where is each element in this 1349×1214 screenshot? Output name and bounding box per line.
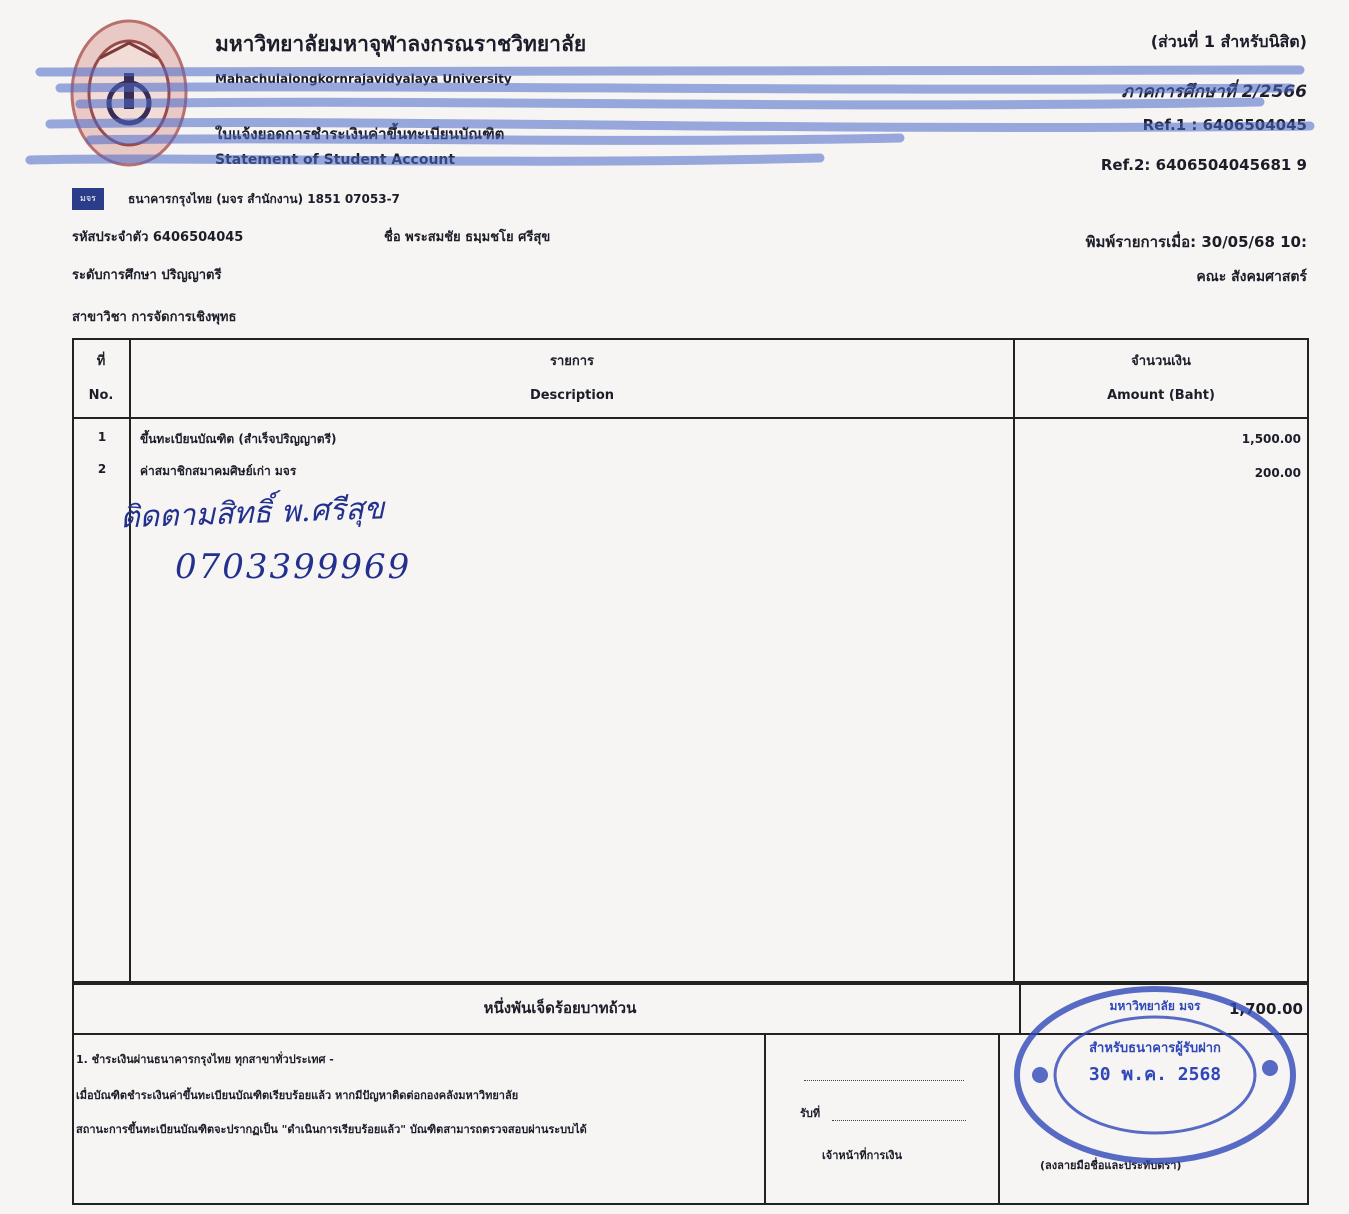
student-name: ชื่อ พระสมชัย ธมฺมชโย ศรีสุข bbox=[384, 230, 551, 245]
signature-line bbox=[804, 1080, 964, 1081]
copy-label: (ส่วนที่ 1 สำหรับนิสิต) bbox=[1150, 32, 1307, 51]
faculty: คณะ สังคมศาสตร์ bbox=[1196, 269, 1307, 285]
row-number: 1 bbox=[97, 430, 107, 444]
col-amount-thai: จำนวนเงิน bbox=[1131, 354, 1191, 369]
stamp-date: 30 พ.ค. 2568 bbox=[1088, 1064, 1222, 1085]
form-title: ใบแจ้งยอดการชำระเงินค่าขึ้นทะเบียนบัณฑิต bbox=[215, 125, 505, 143]
bank-logo: มจร bbox=[72, 188, 104, 210]
handwritten-note bbox=[120, 488, 490, 628]
payment-note-1: 1. ชำระเงินผ่านธนาคารกรุงไทย ทุกสาขาทั่วประเทศ - bbox=[76, 1053, 334, 1066]
reference-2: Ref.2: 6406504045681 9 bbox=[1100, 156, 1307, 174]
stamp-signature-label: (ลงลายมือชื่อและประทับตรา) bbox=[1040, 1159, 1182, 1172]
stamp-middle-text: สำหรับธนาคารผู้รับฝาก bbox=[1089, 1041, 1221, 1056]
handwritten-line-1: ติดตามสิทธิ์ พ.ศรีสุข bbox=[119, 491, 385, 536]
col-no-english: No. bbox=[88, 388, 114, 403]
bank-stamp bbox=[1010, 980, 1300, 1175]
stamp-top-text: มหาวิทยาลัย มจร bbox=[1109, 999, 1201, 1013]
handwritten-line-2: 0703399969 bbox=[175, 547, 412, 587]
table-divider-amount bbox=[1013, 338, 1015, 983]
col-no-thai: ที่ bbox=[96, 354, 106, 369]
row-amount: 1,500.00 bbox=[1241, 432, 1301, 446]
semester-label: ภาคการศึกษาที่ 2/2566 bbox=[1121, 82, 1307, 102]
col-amount-english: Amount (Baht) bbox=[1107, 388, 1215, 403]
footer-divider-2 bbox=[998, 1035, 1000, 1205]
printed-date: พิมพ์รายการเมื่อ: 30/05/68 10: bbox=[1085, 233, 1307, 251]
row-description: ค่าสมาชิกสมาคมศิษย์เก่า มจร bbox=[140, 464, 297, 478]
received-label: รับที่ bbox=[800, 1107, 821, 1120]
reference-1: Ref.1 : 6406504045 bbox=[1142, 116, 1307, 134]
row-description: ขึ้นทะเบียนบัณฑิต (สำเร็จปริญญาตรี) bbox=[140, 432, 337, 446]
student-id: รหัสประจำตัว 6406504045 bbox=[72, 230, 244, 245]
col-desc-english: Description bbox=[529, 388, 615, 403]
total-in-words: หนึ่งพันเจ็ดร้อยบาทถ้วน bbox=[483, 999, 637, 1017]
university-name-thai: มหาวิทยาลัยมหาจุฬาลงกรณราชวิทยาลัย bbox=[215, 32, 587, 56]
university-name-english: Mahachulalongkornrajavidyalaya University bbox=[215, 72, 512, 86]
major: สาขาวิชา การจัดการเชิงพุทธ bbox=[72, 310, 237, 325]
redaction-scribble bbox=[0, 40, 1349, 180]
table-divider-no bbox=[129, 338, 131, 983]
payment-note-3: สถานะการขึ้นทะเบียนบัณฑิตจะปรากฏเป็น "ดำเนินการเรียบร้อยแล้ว" บัณฑิตสามารถตรวจสอบผ่านระบบได้ bbox=[76, 1123, 587, 1136]
footer-divider-1 bbox=[764, 1035, 766, 1205]
table-header-rule bbox=[72, 417, 1309, 419]
total-amount: 1,700.00 bbox=[1228, 1000, 1303, 1018]
education-level: ระดับการศึกษา ปริญญาตรี bbox=[72, 268, 222, 283]
bank-account-line: ธนาคารกรุงไทย (มจร สำนักงาน) 1851 07053-7 bbox=[128, 192, 400, 206]
finance-officer-label: เจ้าหน้าที่การเงิน bbox=[822, 1149, 902, 1162]
payment-note-2: เมื่อบัณฑิตชำระเงินค่าขึ้นทะเบียนบัณฑิตเรียบร้อยแล้ว หากมีปัญหาติดต่อกองคลังมหาวิทยาลัย bbox=[76, 1089, 519, 1102]
statement-title: Statement of Student Account bbox=[215, 152, 456, 168]
row-amount: 200.00 bbox=[1254, 466, 1301, 480]
received-line bbox=[832, 1120, 966, 1121]
col-desc-thai: รายการ bbox=[549, 354, 595, 369]
row-number: 2 bbox=[97, 462, 107, 476]
